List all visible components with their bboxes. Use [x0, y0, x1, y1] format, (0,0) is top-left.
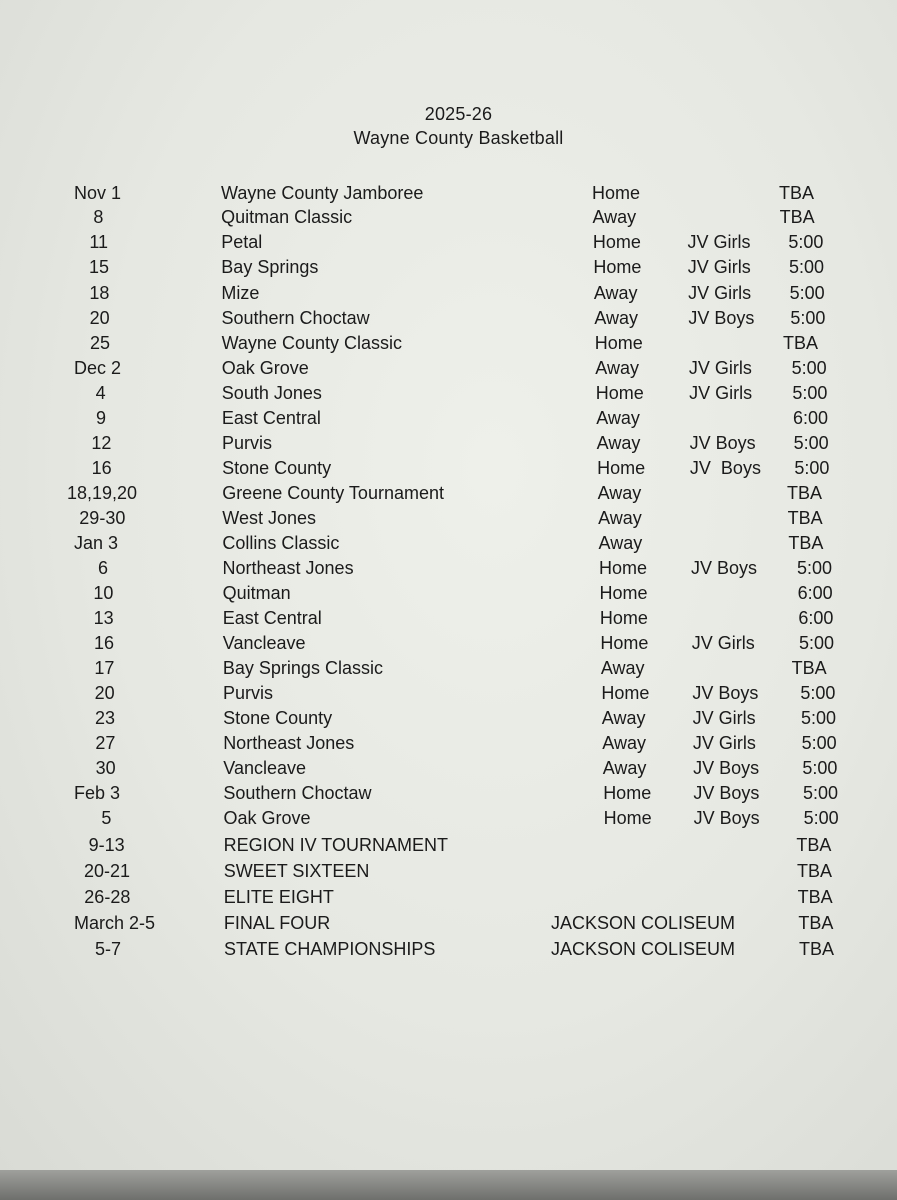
- table-row: [0, 683, 897, 707]
- table-row: [0, 861, 897, 885]
- game-opponent: Southern Choctaw: [223, 783, 372, 803]
- game-opponent: South Jones: [221, 383, 322, 403]
- game-date: 12: [91, 433, 112, 453]
- game-location: Home: [603, 783, 652, 803]
- table-row: [0, 257, 897, 281]
- jv-game: JV Girls: [691, 633, 755, 653]
- jv-game: JV Boys: [688, 308, 755, 328]
- table-row: [0, 633, 897, 657]
- game-time: TBA: [797, 861, 833, 881]
- table-row: [0, 835, 897, 859]
- game-location: Home: [593, 257, 642, 277]
- game-location: Home: [597, 458, 646, 478]
- game-date: 20: [89, 308, 110, 328]
- jv-game: JV Boys: [692, 683, 759, 703]
- game-date: Feb 3: [74, 783, 121, 803]
- table-row: [0, 939, 897, 963]
- game-date: 5: [101, 808, 112, 828]
- game-time: 5:00: [802, 758, 838, 778]
- game-location: Away: [601, 708, 646, 728]
- game-opponent: Northeast Jones: [223, 733, 355, 753]
- game-date: 6: [97, 558, 108, 578]
- game-opponent: STATE CHAMPIONSHIPS: [224, 939, 436, 959]
- game-time: 5:00: [801, 733, 837, 753]
- game-date: 11: [89, 232, 108, 252]
- jv-game: JV Girls: [687, 257, 751, 277]
- table-row: [0, 708, 897, 732]
- game-opponent: Wayne County Jamboree: [221, 183, 424, 203]
- table-surface: [0, 1170, 897, 1200]
- game-location: JACKSON COLISEUM: [551, 913, 736, 933]
- game-time: 5:00: [797, 558, 833, 578]
- game-location: Home: [592, 183, 641, 203]
- game-time: 5:00: [790, 308, 826, 328]
- game-location: Home: [594, 333, 643, 353]
- game-opponent: Vancleave: [223, 758, 307, 778]
- game-opponent: ELITE EIGHT: [223, 887, 334, 907]
- game-opponent: REGION IV TOURNAMENT: [223, 835, 448, 855]
- game-location: Home: [603, 808, 652, 828]
- game-date: 17: [94, 658, 115, 678]
- table-row: [0, 308, 897, 332]
- game-location: Away: [592, 207, 637, 227]
- game-location: Away: [602, 733, 646, 753]
- game-opponent: Stone County: [223, 708, 333, 728]
- table-row: [0, 583, 897, 607]
- game-opponent: FINAL FOUR: [223, 913, 331, 933]
- game-time: TBA: [779, 207, 815, 227]
- game-time: 5:00: [789, 257, 825, 277]
- game-time: TBA: [788, 533, 824, 553]
- game-opponent: Southern Choctaw: [221, 308, 370, 328]
- game-location: Home: [600, 633, 649, 653]
- game-time: 6:00: [797, 583, 833, 603]
- table-row: [0, 183, 897, 207]
- table-row: [0, 483, 897, 507]
- game-opponent: Oak Grove: [221, 358, 309, 378]
- game-date: 9-13: [88, 835, 125, 855]
- game-time: 5:00: [803, 783, 839, 803]
- game-date: 16: [91, 458, 112, 478]
- jv-game: JV Girls: [687, 232, 751, 252]
- game-time: 5:00: [800, 683, 836, 703]
- game-location: Home: [599, 583, 648, 603]
- game-opponent: Wayne County Classic: [221, 333, 402, 353]
- table-row: [0, 783, 897, 807]
- game-location: Home: [592, 232, 641, 252]
- game-time: 5:00: [792, 383, 828, 403]
- table-row: [0, 383, 897, 407]
- game-location: Home: [599, 558, 648, 578]
- jv-game: JV Boys: [689, 433, 756, 453]
- game-opponent: Mize: [221, 283, 260, 303]
- jv-game: JV Boys: [689, 458, 761, 478]
- table-row: [0, 808, 897, 832]
- game-location: Away: [600, 658, 645, 678]
- game-date: 9: [95, 408, 106, 428]
- game-date: 5-7: [94, 939, 121, 959]
- jv-game: JV Boys: [691, 558, 758, 578]
- game-location: JACKSON COLISEUM: [551, 939, 736, 959]
- table-row: [0, 508, 897, 532]
- game-opponent: Greene County Tournament: [222, 483, 444, 503]
- game-opponent: Petal: [221, 232, 263, 252]
- game-date: March 2-5: [74, 913, 156, 933]
- game-time: TBA: [787, 483, 823, 503]
- table-row: [0, 887, 897, 911]
- game-date: Jan 3: [74, 533, 119, 553]
- game-time: 5:00: [793, 433, 829, 453]
- game-location: Away: [602, 758, 647, 778]
- table-row: [0, 333, 897, 357]
- game-time: TBA: [798, 913, 834, 933]
- table-row: [0, 758, 897, 782]
- game-time: 5:00: [801, 708, 837, 728]
- game-date: 18,19,20: [66, 483, 138, 503]
- jv-game: JV Girls: [689, 383, 753, 403]
- table-row: [0, 558, 897, 582]
- jv-game: JV Boys: [693, 808, 760, 828]
- game-location: Away: [596, 408, 640, 428]
- game-location: Away: [598, 533, 643, 553]
- game-location: Away: [597, 483, 642, 503]
- game-date: 20-21: [83, 861, 131, 881]
- game-opponent: Stone County: [222, 458, 332, 478]
- game-date: 29-30: [79, 508, 126, 528]
- season-title: 2025-26: [424, 104, 493, 124]
- game-date: 4: [95, 383, 106, 403]
- table-row: [0, 913, 897, 937]
- game-date: 27: [95, 733, 116, 753]
- game-location: Away: [593, 283, 638, 303]
- game-time: 5:00: [794, 458, 830, 478]
- game-opponent: Purvis: [223, 683, 274, 703]
- game-time: TBA: [787, 508, 823, 528]
- game-opponent: East Central: [222, 608, 322, 628]
- game-location: Away: [595, 358, 639, 378]
- game-opponent: Collins Classic: [222, 533, 340, 553]
- table-row: [0, 433, 897, 457]
- game-date: 26-28: [84, 887, 131, 907]
- game-opponent: Quitman Classic: [221, 207, 353, 227]
- game-time: 5:00: [799, 633, 835, 653]
- jv-game: JV Girls: [688, 358, 752, 378]
- table-row: [0, 658, 897, 682]
- jv-game: JV Girls: [692, 733, 756, 753]
- game-date: 16: [93, 633, 115, 653]
- jv-game: JV Girls: [692, 708, 756, 728]
- game-date: 10: [93, 583, 114, 603]
- jv-game: JV Girls: [688, 283, 752, 303]
- game-date: 15: [88, 257, 110, 277]
- game-time: 5:00: [803, 808, 839, 828]
- table-row: [0, 608, 897, 632]
- game-time: 5:00: [788, 232, 824, 252]
- game-opponent: Purvis: [222, 433, 273, 453]
- game-time: 6:00: [793, 408, 829, 428]
- table-row: [0, 283, 897, 307]
- game-opponent: Oak Grove: [223, 808, 311, 828]
- game-opponent: Quitman: [222, 583, 291, 603]
- game-date: 23: [94, 708, 116, 728]
- game-date: 25: [89, 333, 111, 353]
- table-row: [0, 533, 897, 557]
- jv-game: JV Boys: [693, 783, 760, 803]
- game-location: Away: [594, 308, 639, 328]
- game-date: Nov 1: [74, 183, 122, 203]
- game-opponent: Bay Springs: [221, 257, 319, 277]
- game-time: TBA: [797, 887, 833, 907]
- game-time: 5:00: [791, 358, 827, 378]
- game-date: Dec 2: [74, 358, 122, 378]
- table-row: [0, 207, 897, 231]
- game-time: 6:00: [798, 608, 834, 628]
- game-time: TBA: [779, 183, 815, 203]
- game-opponent: West Jones: [222, 508, 317, 528]
- game-opponent: SWEET SIXTEEN: [223, 861, 370, 881]
- jv-game: JV Boys: [693, 758, 760, 778]
- game-opponent: East Central: [221, 408, 321, 428]
- game-location: Home: [601, 683, 650, 703]
- table-row: [0, 358, 897, 382]
- game-date: 18: [89, 283, 110, 303]
- game-location: Home: [595, 383, 644, 403]
- table-row: [0, 733, 897, 757]
- game-location: Away: [598, 508, 642, 528]
- game-opponent: Vancleave: [222, 633, 306, 653]
- team-title: Wayne County Basketball: [353, 128, 564, 148]
- game-date: 30: [95, 758, 116, 778]
- game-opponent: Bay Springs Classic: [222, 658, 383, 678]
- game-location: Home: [599, 608, 648, 628]
- game-time: TBA: [783, 333, 819, 353]
- table-row: [0, 458, 897, 482]
- game-location: Away: [596, 433, 641, 453]
- game-time: TBA: [796, 835, 832, 855]
- game-time: TBA: [791, 658, 827, 678]
- game-date: 20: [94, 683, 115, 703]
- game-time: 5:00: [789, 283, 825, 303]
- game-time: TBA: [799, 939, 835, 959]
- game-opponent: Northeast Jones: [222, 558, 354, 578]
- table-row: [0, 232, 897, 256]
- table-row: [0, 408, 897, 432]
- game-date: 8: [93, 207, 104, 227]
- game-date: 13: [93, 608, 114, 628]
